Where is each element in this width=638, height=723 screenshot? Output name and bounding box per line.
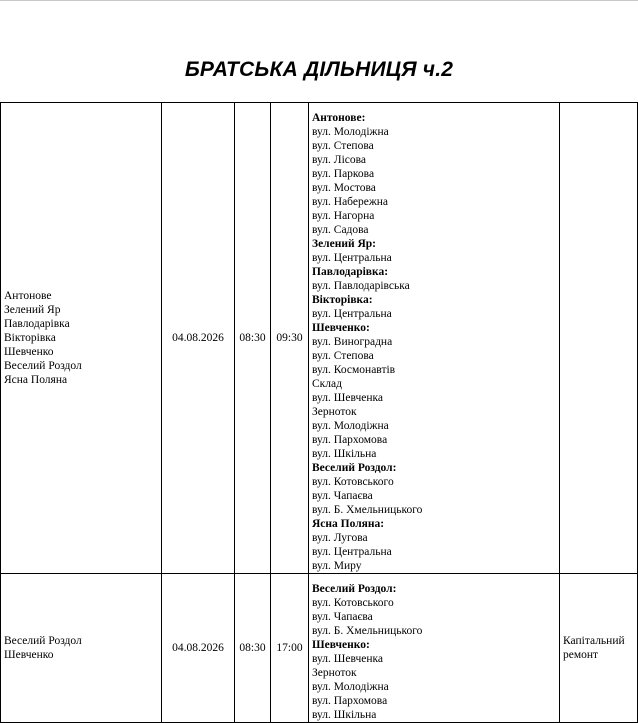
settlement-heading: Веселий Роздол:	[312, 462, 397, 474]
street-item: вул. Садова	[312, 224, 369, 236]
time-to-cell: 17:00	[271, 574, 309, 723]
settlements-cell	[1, 103, 162, 574]
note-cell: Капітальний ремонт	[560, 574, 638, 723]
street-item: вул. Лугова	[312, 532, 368, 544]
street-item: вул. Пархомова	[312, 695, 388, 707]
street-item: вул. Молодіжна	[312, 126, 389, 138]
street-item: вул. Котовського	[312, 476, 394, 488]
street-item: вул. Павлодарівська	[312, 280, 410, 292]
settlement-heading: Ясна Поляна:	[312, 518, 385, 530]
settlement-heading: Антонове:	[312, 112, 366, 124]
street-item: вул. Шкільна	[312, 709, 377, 721]
street-item: Склад	[312, 378, 342, 390]
settlement-name: Веселий Роздол	[4, 635, 82, 647]
settlement-heading: Павлодарівка:	[312, 266, 389, 278]
table-row	[1, 574, 638, 723]
street-item: вул. Шевченка	[312, 392, 384, 404]
settlement-heading: Вікторівка:	[312, 294, 373, 306]
street-item: вул. Степова	[312, 140, 374, 152]
street-item: вул. Котовського	[312, 597, 394, 609]
street-item: вул. Б. Хмельницького	[312, 504, 423, 516]
top-border-line	[0, 0, 638, 1]
street-item: вул. Степова	[312, 350, 374, 362]
street-item: вул. Паркова	[312, 168, 375, 180]
time-to-cell: 09:30	[271, 103, 309, 574]
date-cell: 04.08.2026	[162, 103, 235, 574]
street-item: вул. Чапаєва	[312, 490, 373, 502]
street-item: вул. Молодіжна	[312, 681, 389, 693]
outage-schedule-table	[0, 102, 638, 723]
street-item: вул. Центральна	[312, 308, 392, 320]
settlement-heading: Зелений Яр:	[312, 238, 377, 250]
settlement-name: Веселий Роздол	[4, 360, 82, 372]
street-item: вул. Молодіжна	[312, 420, 389, 432]
street-item: вул. Миру	[312, 560, 362, 572]
street-item: Зерноток	[312, 667, 357, 679]
street-item: вул. Лісова	[312, 154, 367, 166]
settlement-heading: Шевченко:	[312, 639, 370, 651]
streets-cell	[309, 103, 560, 574]
time-from-cell: 08:30	[235, 574, 271, 723]
settlement-name: Павлодарівка	[4, 318, 70, 330]
street-item: вул. Нагорна	[312, 210, 375, 222]
table-row	[1, 103, 638, 574]
street-item: вул. Шкільна	[312, 448, 377, 460]
date-cell: 04.08.2026	[162, 574, 235, 723]
settlement-name: Ясна Поляна	[4, 374, 68, 386]
streets-cell	[309, 574, 560, 723]
street-item: вул. Чапаєва	[312, 611, 373, 623]
settlement-name: Шевченко	[4, 649, 54, 661]
street-item: вул. Центральна	[312, 546, 392, 558]
street-item: вул. Центральна	[312, 252, 392, 264]
street-item: вул. Виноградна	[312, 336, 393, 348]
settlements-cell	[1, 574, 162, 723]
settlement-heading: Шевченко:	[312, 322, 370, 334]
street-item: вул. Пархомова	[312, 434, 388, 446]
street-item: Зерноток	[312, 406, 357, 418]
settlement-name: Шевченко	[4, 346, 54, 358]
street-item: вул. Шевченка	[312, 653, 384, 665]
street-item: вул. Набережна	[312, 196, 389, 208]
page-title: БРАТСЬКА ДІЛЬНИЦЯ ч.2	[184, 58, 454, 81]
settlement-heading: Веселий Роздол:	[312, 583, 397, 595]
street-item: вул. Мостова	[312, 182, 376, 194]
settlement-name: Вікторівка	[4, 332, 56, 344]
street-item: вул. Космонавтів	[312, 364, 396, 376]
time-from-cell: 08:30	[235, 103, 271, 574]
settlement-name: Зелений Яр	[4, 304, 61, 316]
note-cell	[560, 103, 638, 574]
settlement-name: Антонове	[4, 290, 52, 302]
street-item: вул. Б. Хмельницького	[312, 625, 423, 637]
